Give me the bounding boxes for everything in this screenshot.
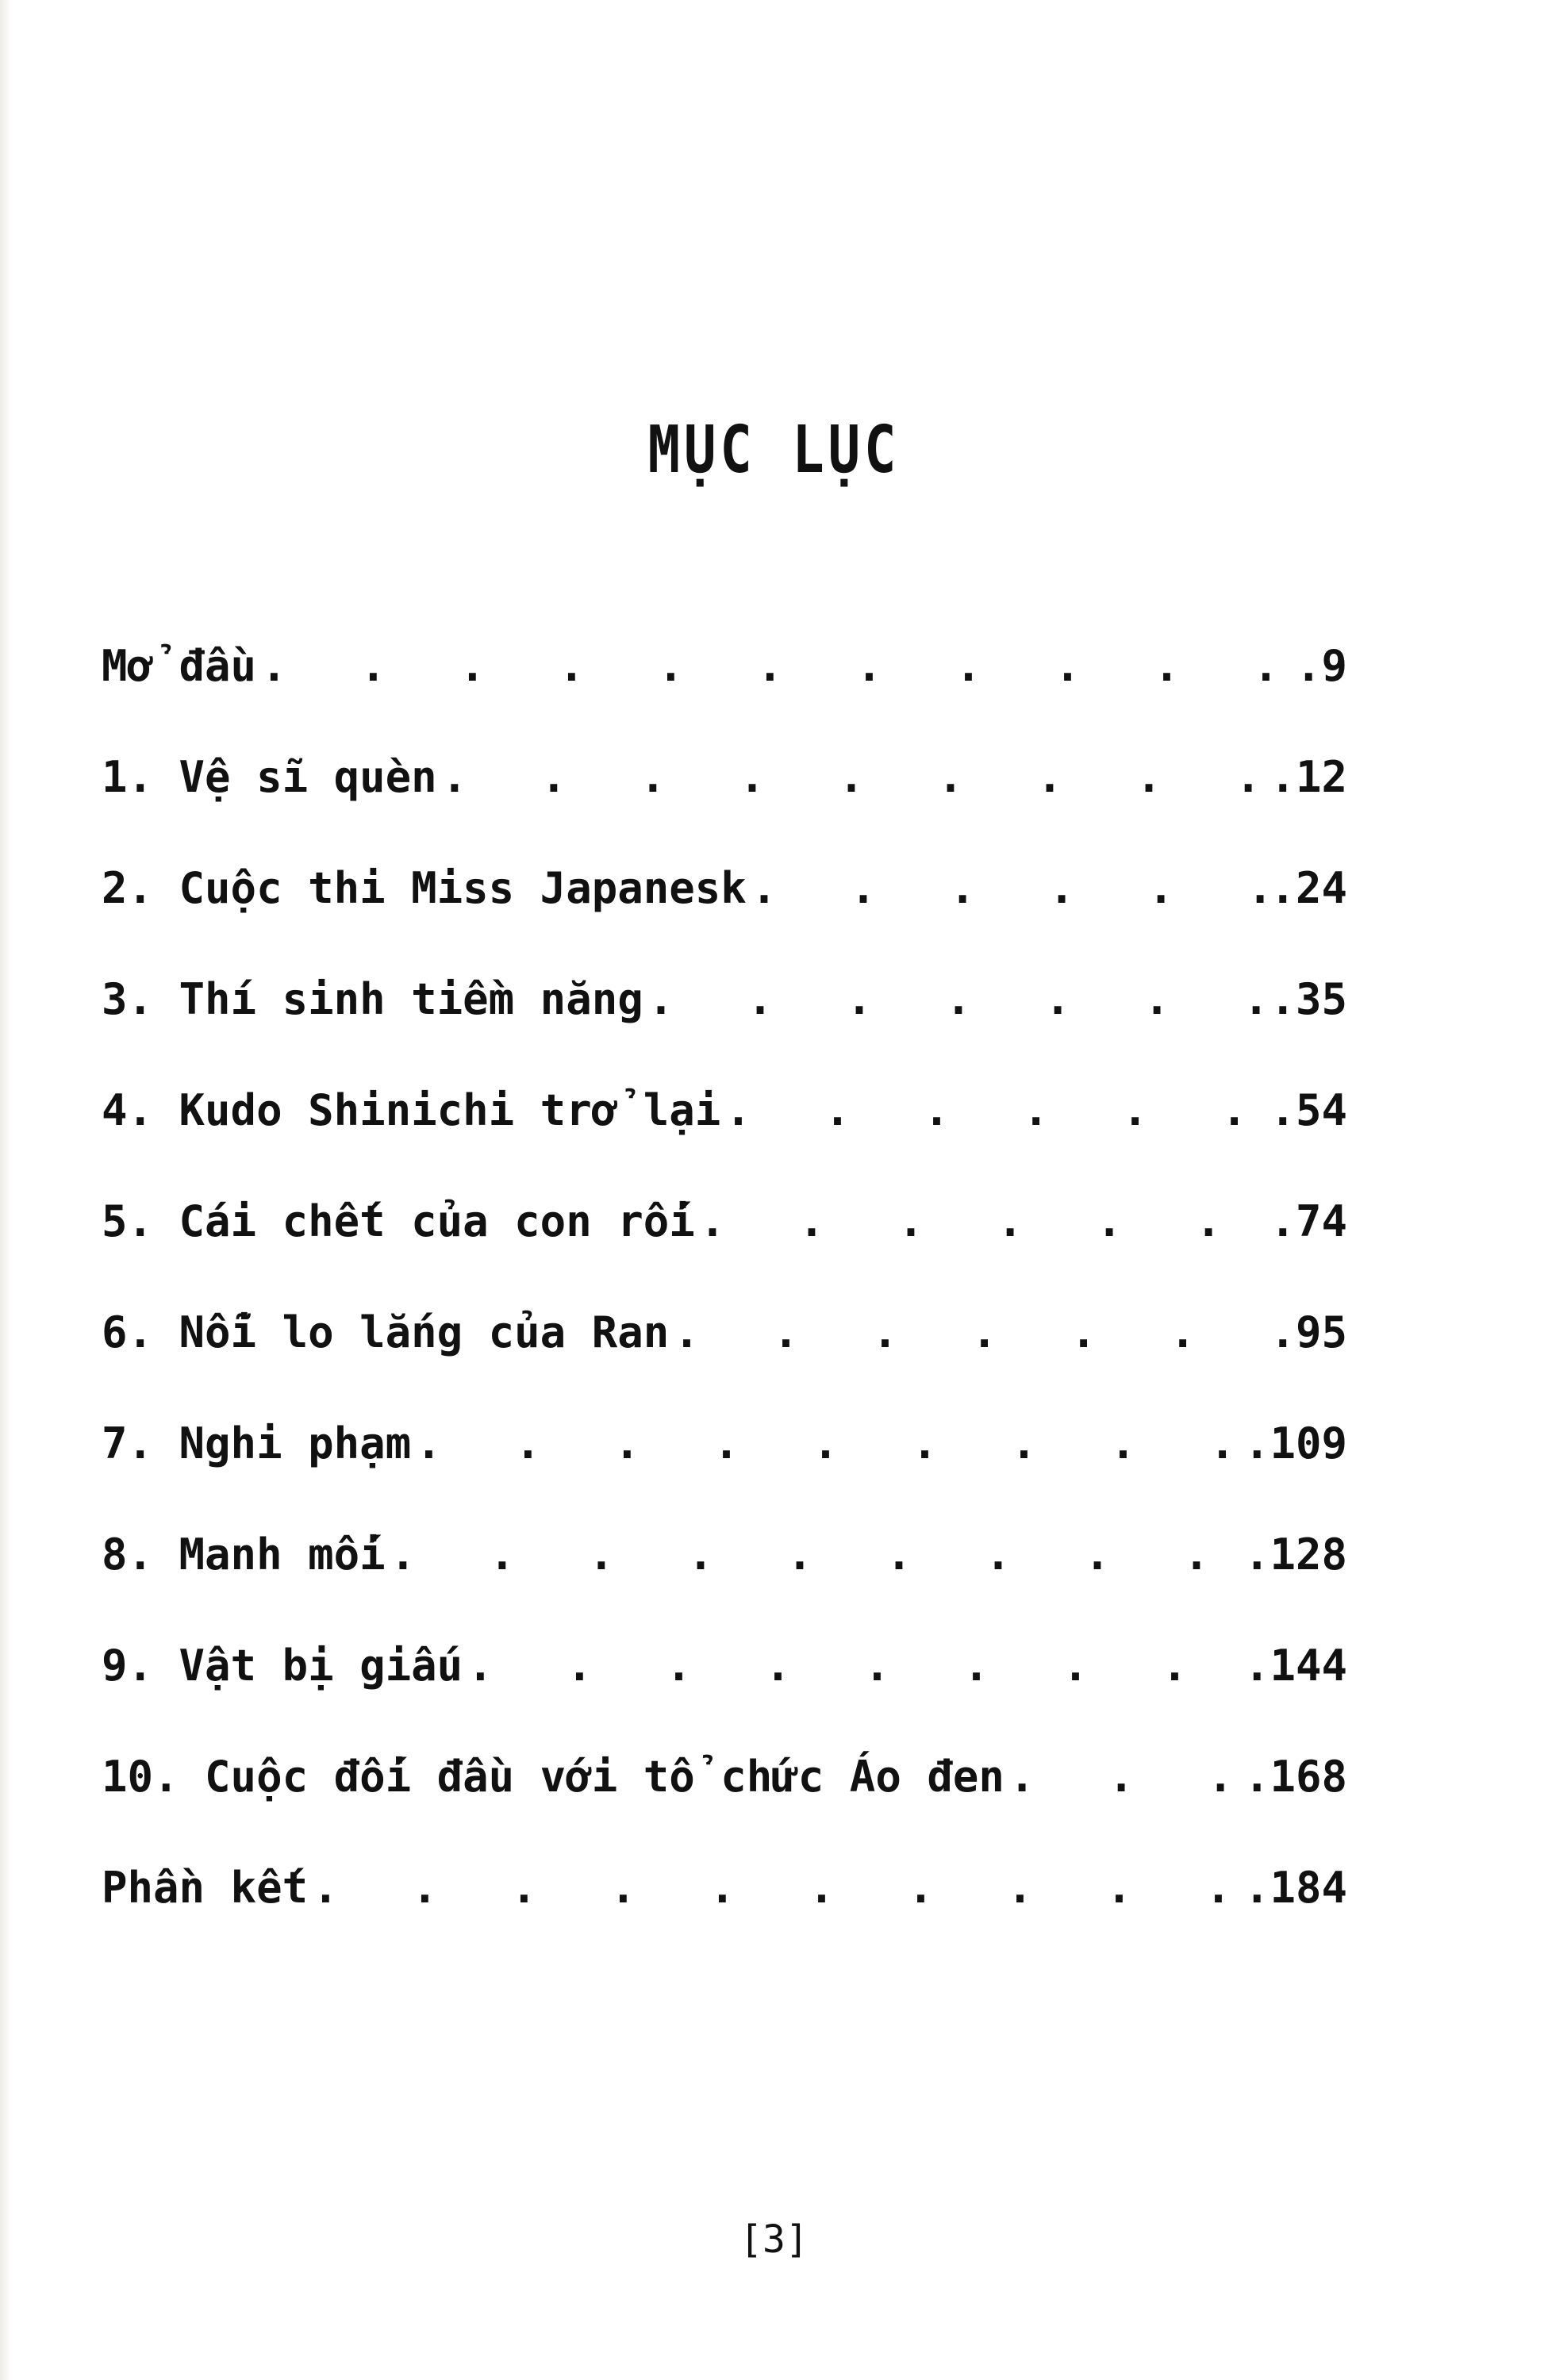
dot-leader	[700, 1196, 1266, 1246]
toc-entry	[102, 974, 1347, 1085]
dot-leader	[467, 1641, 1239, 1691]
toc-entry	[102, 1307, 1347, 1418]
toc-entry	[102, 641, 1347, 752]
dot-leader	[674, 1307, 1265, 1357]
toc-entry	[102, 1196, 1347, 1307]
toc-entry-label: 5. Cái chết của con rối	[102, 1196, 695, 1246]
toc-entry-page: .9	[1295, 641, 1347, 691]
toc-entry-page: .74	[1270, 1196, 1347, 1246]
toc-entry-label: 2. Cuộc thi Miss Japanesk	[102, 863, 747, 913]
toc-entry-page: .144	[1243, 1641, 1347, 1691]
page-title: MỤC LỤC	[647, 413, 901, 488]
toc-entry-page: .128	[1243, 1530, 1347, 1580]
toc-entry	[102, 1418, 1347, 1530]
toc-entry-page: .168	[1243, 1752, 1347, 1802]
dot-leader	[442, 752, 1266, 802]
table-of-contents	[102, 641, 1347, 1974]
toc-entry-page: .24	[1270, 863, 1347, 913]
toc-entry	[102, 1085, 1347, 1196]
toc-entry-page: .35	[1270, 974, 1347, 1024]
toc-entry	[102, 752, 1347, 863]
toc-entry-label: 8. Manh mối	[102, 1530, 386, 1580]
dot-leader	[416, 1418, 1239, 1468]
toc-entry-label: Mở đầu	[102, 641, 257, 691]
toc-entry-page: .95	[1270, 1307, 1347, 1357]
dot-leader	[725, 1085, 1265, 1135]
toc-entry-label: 3. Thí sinh tiềm năng	[102, 974, 643, 1024]
toc-entry-label: 9. Vật bị giấu	[102, 1641, 463, 1691]
toc-entry	[102, 1530, 1347, 1641]
toc-entry-page: .54	[1270, 1085, 1347, 1135]
toc-entry-label: 1. Vệ sĩ quèn	[102, 752, 437, 802]
toc-entry-label: 4. Kudo Shinichi trở lại	[102, 1085, 721, 1135]
toc-entry	[102, 1641, 1347, 1752]
toc-entry	[102, 1863, 1347, 1974]
toc-entry-page: .12	[1270, 752, 1347, 802]
toc-entry	[102, 863, 1347, 974]
dot-leader	[261, 641, 1291, 691]
toc-entry-label: 6. Nỗi lo lắng của Ran	[102, 1307, 670, 1357]
toc-entry-label: 7. Nghi phạm	[102, 1418, 412, 1468]
dot-leader	[313, 1863, 1239, 1913]
page-number: [3]	[739, 2217, 809, 2262]
dot-leader	[1009, 1752, 1239, 1802]
toc-entry-label: 10. Cuộc đối đầu với tổ chức Áo đen	[102, 1752, 1004, 1802]
toc-entry-page: .184	[1243, 1863, 1347, 1913]
dot-leader	[751, 863, 1266, 913]
dot-leader	[648, 974, 1266, 1024]
toc-entry-label: Phần kết	[102, 1863, 309, 1913]
dot-leader	[390, 1530, 1239, 1580]
toc-entry-page: .109	[1243, 1418, 1347, 1468]
toc-entry	[102, 1752, 1347, 1863]
